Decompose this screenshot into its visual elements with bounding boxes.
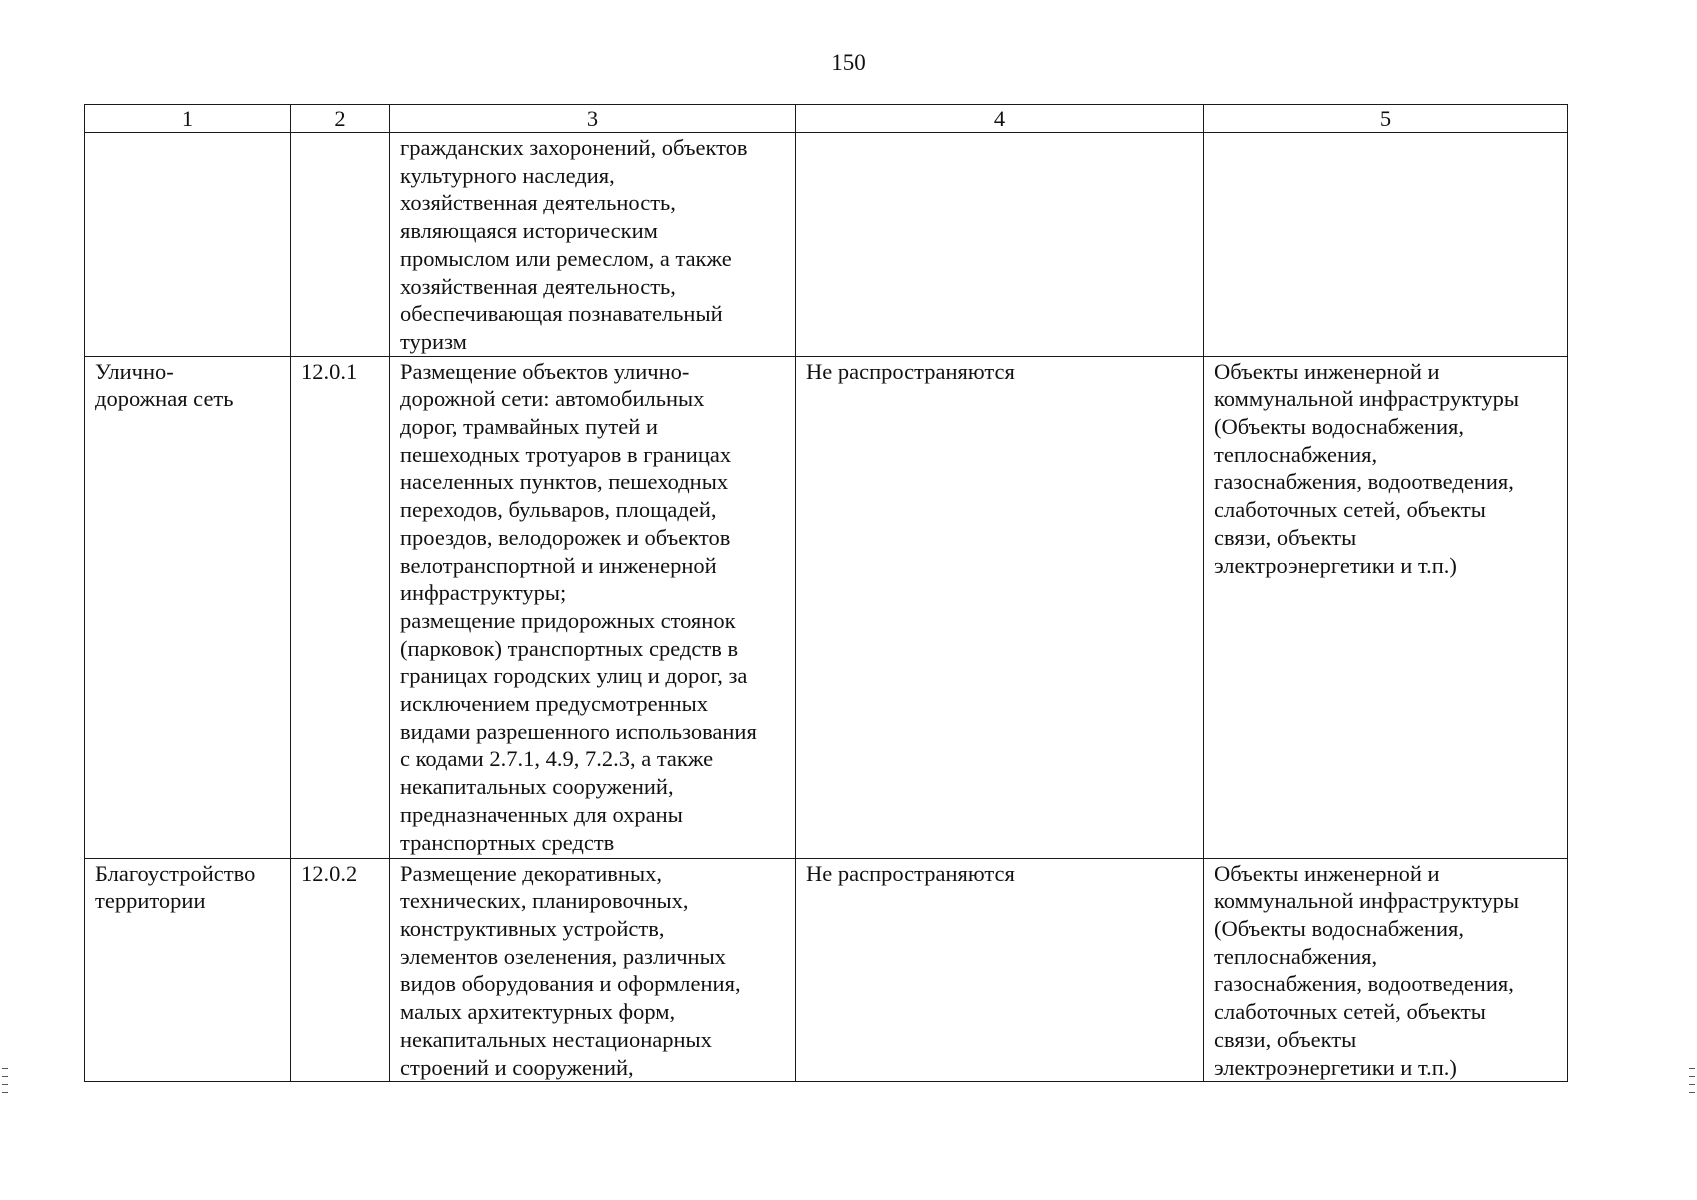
table-row xyxy=(85,858,1568,1082)
restrictions-text: Не распространяются xyxy=(806,860,1015,886)
description-cell xyxy=(390,133,796,357)
scan-artifact-left xyxy=(2,1092,8,1093)
scan-artifact-left xyxy=(2,1076,8,1077)
land-use-name-cell xyxy=(85,133,291,357)
description-text: гражданских захоронений, объектов культурного наследия, хозяйственная деятельность, являющаяся историческим промыслом или ремеслом, а также хозяйственная деятельность, обеспечивающая познавательный туризм xyxy=(400,135,748,354)
objects-text: Объекты инженерной и коммунальной инфраструктуры (Объекты водоснабжения, теплоснабжения, газоснабжения, водоотведения, слаботочных сетей, объекты связи, объекты электроэнергетики и т.п.) xyxy=(1214,358,1519,578)
restrictions-cell xyxy=(796,133,1204,357)
land-use-code-cell xyxy=(291,858,390,1082)
objects-cell xyxy=(1204,858,1568,1082)
land-use-name-cell xyxy=(85,356,291,858)
objects-cell xyxy=(1204,356,1568,858)
restrictions-cell xyxy=(796,858,1204,1082)
column-header-5: 5 xyxy=(1204,105,1568,133)
land-use-code: 12.0.2 xyxy=(301,860,358,886)
land-use-code: 12.0.1 xyxy=(301,358,358,384)
scan-artifact-left xyxy=(2,1084,8,1085)
column-header-4: 4 xyxy=(796,105,1204,133)
column-header-2: 2 xyxy=(291,105,390,133)
column-header-1: 1 xyxy=(85,105,291,133)
land-use-code-cell xyxy=(291,356,390,858)
table-row xyxy=(85,133,1568,357)
restrictions-text: Не распространяются xyxy=(806,358,1015,384)
scan-artifact-right xyxy=(1689,1076,1695,1077)
description-text: Размещение декоративных, технических, планировочных, конструктивных устройств, элементов озеленения, различных видов оборудования и оформления, малых архитектурных форм, некапитальных нестационарных строений и сооружений, xyxy=(400,860,741,1080)
land-use-name: Улично- дорожная сеть xyxy=(95,358,234,412)
scan-artifact-right xyxy=(1689,1068,1695,1069)
scan-artifact-left xyxy=(2,1068,8,1069)
land-use-code-cell xyxy=(291,133,390,357)
page-number: 150 xyxy=(831,50,866,75)
restrictions-cell xyxy=(796,356,1204,858)
column-header-3: 3 xyxy=(390,105,796,133)
description-text: Размещение объектов улично- дорожной сети: автомобильных дорог, трамвайных путей и пешеходных тротуаров в границах населенных пунктов, пешеходных переходов, бульваров, площадей, проездов, велодорожек и объектов велотранспортной и инженерной инфраструктуры; размещение придорожных стоянок (парковок) транспортных средств в границах городских улиц и дорог, за исключением предусмотренных видами разрешенного использования с кодами 2.7.1, 4.9, 7.2.3, а также некапитальных сооружений, предназначенных для охраны транспортных средств xyxy=(400,358,757,855)
objects-cell xyxy=(1204,133,1568,357)
table-row xyxy=(85,356,1568,858)
description-cell xyxy=(390,858,796,1082)
description-cell xyxy=(390,356,796,858)
scan-artifact-right xyxy=(1689,1084,1695,1085)
land-use-name: Благоустройство территории xyxy=(95,860,256,914)
objects-text: Объекты инженерной и коммунальной инфраструктуры (Объекты водоснабжения, теплоснабжения, газоснабжения, водоотведения, слаботочных сетей, объекты связи, объекты электроэнергетики и т.п.) xyxy=(1214,860,1519,1080)
land-use-name-cell xyxy=(85,858,291,1082)
table-header-row xyxy=(85,105,1568,133)
scan-artifact-right xyxy=(1689,1092,1695,1093)
land-use-table xyxy=(84,104,1568,1082)
